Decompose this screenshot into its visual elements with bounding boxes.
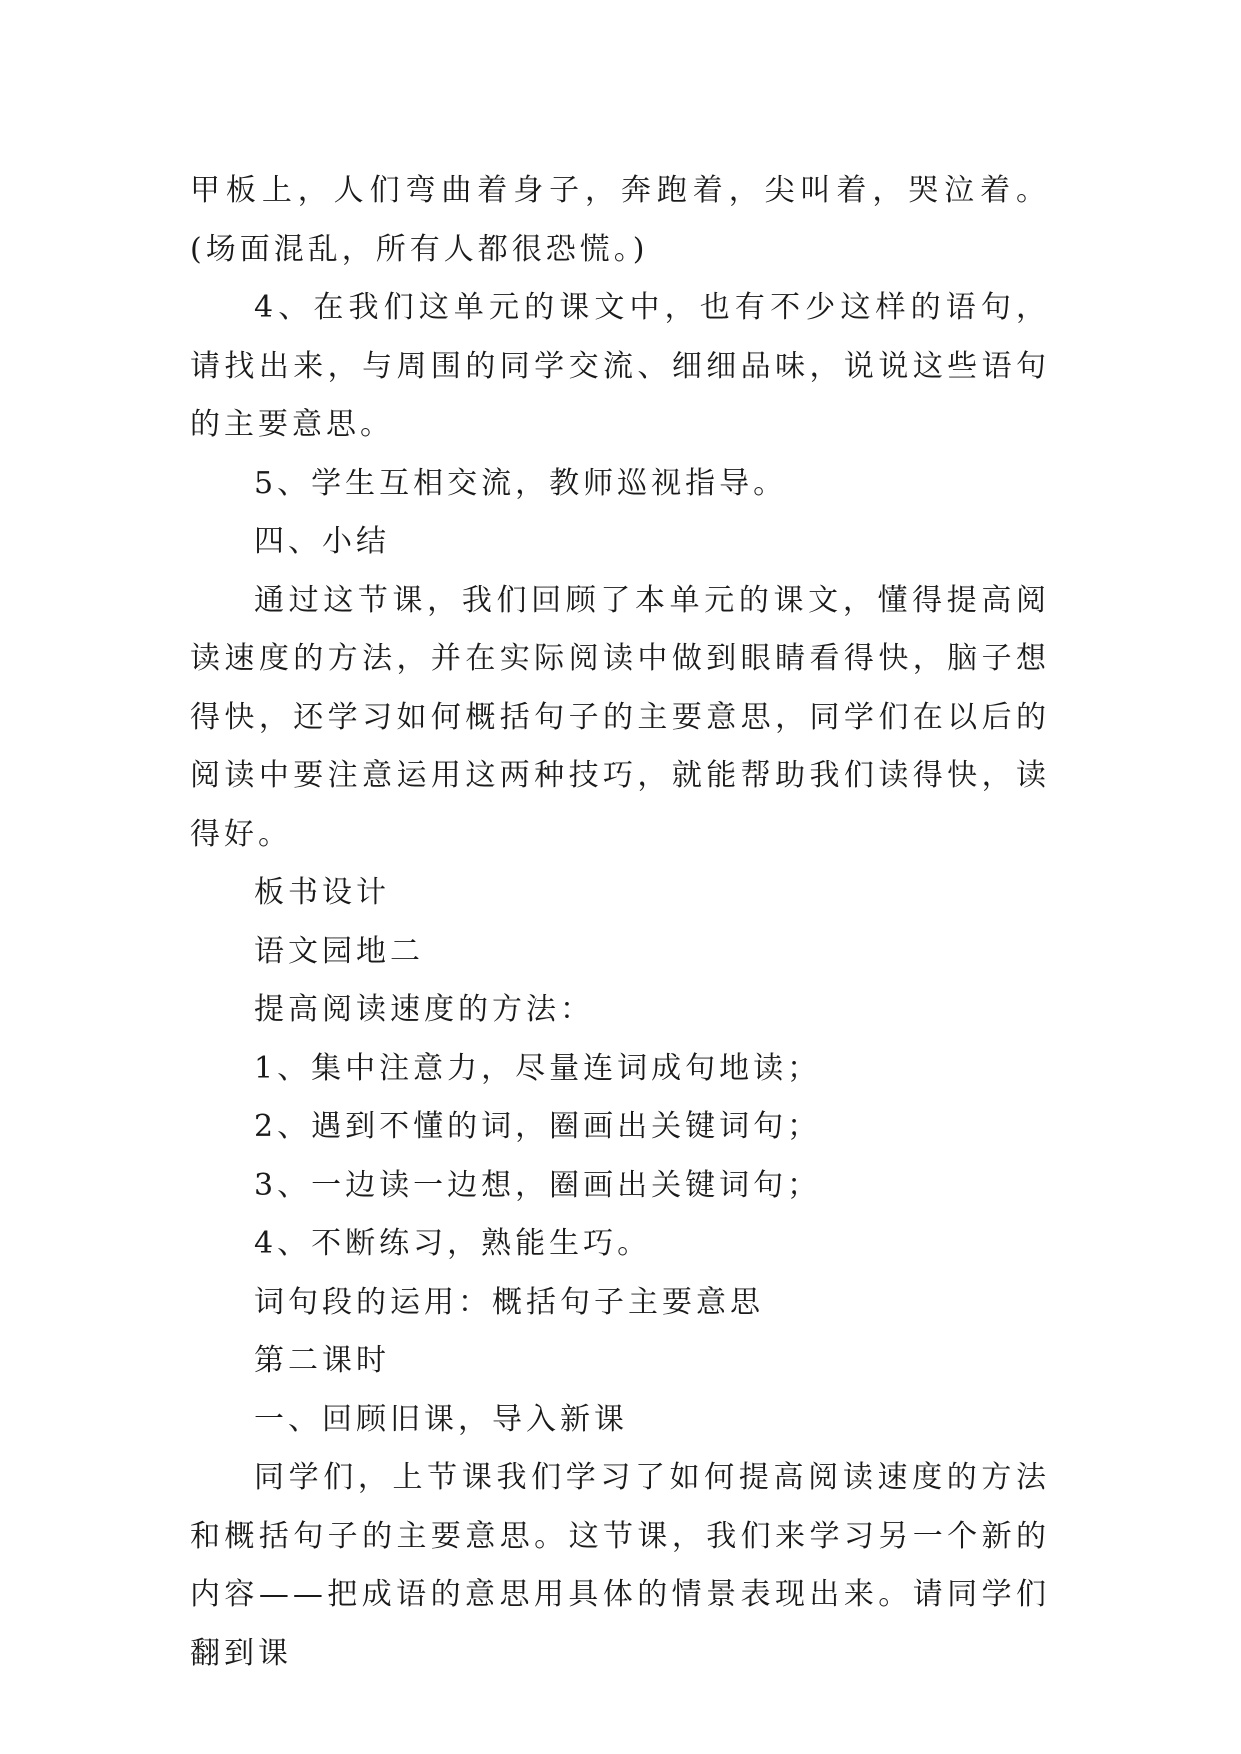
heading-second-lesson: 第二课时 <box>254 1343 390 1378</box>
board-methods-heading: 提高阅读速度的方法： <box>254 992 594 1027</box>
board-usage: 词句段的运用：概括句子主要意思 <box>254 1284 764 1320</box>
section-heading-summary: 四、小结 <box>254 524 390 559</box>
paragraph-summary: 通过这节课，我们回顾了本单元的课文，懂得提高阅读速度的方法，并在实际阅读中做到眼睛看得快，脑子想得快，还学习如何概括句子的主要意思，同学们在以后的阅读中要注意运用这两种技巧，就能帮助我们读得快，读得好。 <box>190 582 1050 852</box>
board-method-1: 1、集中注意力，尽量连词成句地读； <box>254 1050 822 1086</box>
paragraph-introduction: 同学们，上节课我们学习了如何提高阅读速度的方法和概括句子的主要意思。这节课，我们来学习另一个新的内容——把成语的意思用具体的情景表现出来。请同学们翻到课 <box>190 1460 1050 1671</box>
paragraph-step-4: 4、在我们这单元的课文中，也有不少这样的语句，请找出来，与周围的同学交流、细细品味，说说这些语句的主要意思。 <box>190 290 1050 442</box>
document-body <box>190 162 1050 1683</box>
board-method-3: 3、一边读一边想，圈画出关键词句； <box>254 1167 822 1203</box>
paragraph-scene-description: 甲板上，人们弯曲着身子，奔跑着，尖叫着，哭泣着。(场面混乱，所有人都很恐慌。) <box>190 173 1050 267</box>
board-method-2: 2、遇到不懂的词，圈画出关键词句； <box>254 1109 822 1144</box>
paragraph-step-5: 5、学生互相交流，教师巡视指导。 <box>254 465 788 501</box>
section-heading-review: 一、回顾旧课，导入新课 <box>254 1401 628 1437</box>
heading-board-design: 板书设计 <box>254 875 390 910</box>
board-title: 语文园地二 <box>254 933 424 969</box>
board-method-4: 4、不断练习，熟能生巧。 <box>254 1226 652 1261</box>
